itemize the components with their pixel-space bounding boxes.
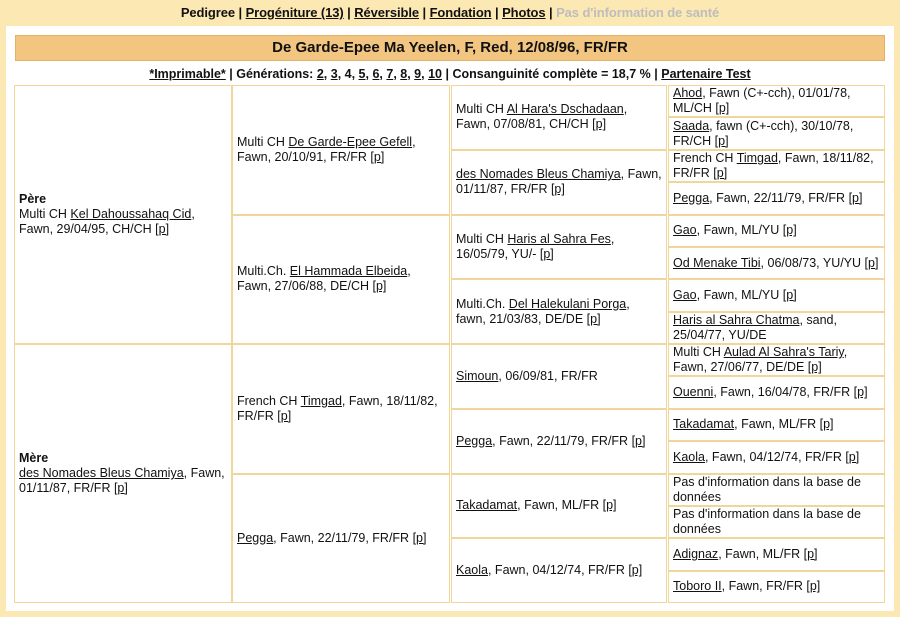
ancestor-cell-gen4 xyxy=(668,376,885,408)
ancestor-name-link[interactable]: Pegga xyxy=(237,530,274,545)
ancestor-name-link[interactable]: Del Halekulani Porga xyxy=(508,296,627,311)
ancestor-cell-gen4 xyxy=(668,247,885,279)
pedigree-p-link[interactable]: [p] xyxy=(714,133,729,148)
ancestor-details: , Fawn, 07/08/81, CH/CH xyxy=(456,102,628,132)
pedigree-p-link[interactable]: [p] xyxy=(782,223,797,238)
nav-separator: | xyxy=(347,5,351,20)
ancestor-details: , Fawn, ML/YU xyxy=(696,223,783,238)
ancestor-cell-gen4 xyxy=(668,279,885,311)
parent-label: Mère xyxy=(19,451,49,465)
ancestor-cell-gen2 xyxy=(232,215,450,345)
ancestor-details: , Fawn, 22/11/79, FR/FR xyxy=(273,530,413,545)
ancestor-details: , 06/09/81, FR/FR xyxy=(498,368,598,383)
pedigree-p-link[interactable]: [p] xyxy=(713,165,728,180)
ancestor-details: , Fawn, 22/11/79, FR/FR xyxy=(709,190,849,205)
ancestor-details: , Fawn, 01/11/87, FR/FR xyxy=(19,466,225,495)
nav-reversible-link[interactable]: Réversible xyxy=(354,5,419,20)
consanguinity-value: Consanguinité complète = 18,7 % xyxy=(452,67,651,81)
pedigree-p-link[interactable]: [p] xyxy=(539,246,554,261)
no-info-text: Pas d'information dans la base de données xyxy=(673,474,861,504)
ancestor-cell-gen3 xyxy=(451,279,667,344)
ancestor-name-link[interactable]: Gao xyxy=(673,223,697,238)
ancestor-cell-gen4 xyxy=(668,344,885,376)
ancestor-title: Multi CH xyxy=(237,134,289,149)
nav-separator: | xyxy=(422,5,427,20)
ancestor-cell-gen2 xyxy=(232,474,450,604)
ancestor-cell-gen3 xyxy=(451,538,667,603)
generation-link-2[interactable]: 2 xyxy=(316,67,324,81)
ancestor-title: Multi CH xyxy=(19,207,71,221)
ancestor-details: , Fawn, 29/04/95, CH/CH xyxy=(19,207,195,236)
ancestor-details: , Fawn, 01/11/87, FR/FR xyxy=(456,167,662,197)
ancestor-details: , Fawn, ML/FR xyxy=(517,498,603,513)
ancestor-details: , Fawn, 22/11/79, FR/FR xyxy=(492,433,632,448)
generation-link-7[interactable]: 7 xyxy=(386,67,394,81)
ancestor-name-link[interactable]: Toboro II xyxy=(673,579,722,594)
ancestor-details: , Fawn (C+-cch), 01/01/78, ML/CH xyxy=(673,86,851,116)
ancestor-cell-gen2 xyxy=(232,344,450,474)
ancestor-cell-gen4 xyxy=(668,117,885,149)
ancestor-name-link[interactable]: Haris al Sahra Chatma xyxy=(673,312,800,327)
ancestor-details: , Fawn, ML/FR xyxy=(718,546,804,561)
ancestor-details: , fawn (C+-cch), 30/10/78, FR/CH xyxy=(673,118,854,148)
nav-separator: | xyxy=(495,5,499,20)
pedigree-p-link[interactable]: [p] xyxy=(113,481,128,495)
pedigree-p-link[interactable]: [p] xyxy=(586,311,601,326)
top-navigation xyxy=(0,0,900,26)
ancestor-name-link[interactable]: Ouenni xyxy=(673,385,714,400)
separator: | xyxy=(654,67,658,81)
pedigree-p-link[interactable]: [p] xyxy=(592,117,607,132)
ancestor-title: French CH xyxy=(237,393,301,408)
generation-link-3[interactable]: 3 xyxy=(330,67,338,81)
no-info-text: Pas d'information dans la base de données xyxy=(673,507,861,537)
generation-link-5[interactable]: 5 xyxy=(358,67,366,81)
nav-fondation-link[interactable]: Fondation xyxy=(429,5,492,20)
ancestor-details: , Fawn, FR/FR xyxy=(721,579,807,594)
ancestor-name-link[interactable]: Al Hara's Dschadaan xyxy=(506,102,624,117)
ancestor-cell-gen4 xyxy=(668,182,885,214)
ancestor-name-link[interactable]: Haris al Sahra Fes xyxy=(507,231,611,246)
ancestor-cell-gen4 xyxy=(668,571,885,603)
ancestor-details: , Fawn, 27/06/88, DE/CH xyxy=(237,264,411,294)
ancestor-details: , Fawn, ML/FR xyxy=(734,417,820,432)
pedigree-panel xyxy=(6,26,894,611)
ancestor-name-link[interactable]: Gao xyxy=(673,287,697,302)
ancestor-title: Multi.Ch. xyxy=(456,296,509,311)
generation-link-9[interactable]: 9 xyxy=(414,67,422,81)
nav-pedigree-link[interactable]: Pedigree xyxy=(180,5,235,20)
nav-progeniture-link[interactable]: Progéniture (13) xyxy=(245,5,344,20)
ancestor-details: , 16/05/79, YU/- xyxy=(456,231,615,261)
pedigree-p-link[interactable]: [p] xyxy=(782,287,797,302)
ancestor-name-link[interactable]: De Garde-Epee Gefell xyxy=(288,134,413,149)
pedigree-p-link[interactable]: [p] xyxy=(807,360,822,375)
nav-separator: | xyxy=(238,5,243,20)
ancestor-details: , Fawn, 18/11/82, FR/FR xyxy=(673,150,874,180)
dam-cell xyxy=(14,344,232,603)
ancestor-title: Multi CH xyxy=(456,231,508,246)
ancestor-details: , Fawn, ML/YU xyxy=(696,287,783,302)
ancestor-name-link[interactable]: Ahod xyxy=(673,86,703,101)
ancestor-details: , Fawn, 18/11/82, FR/FR xyxy=(237,393,438,423)
ancestor-title: Multi CH xyxy=(673,345,724,360)
ancestor-cell-gen4 xyxy=(668,474,885,506)
ancestor-name-link[interactable]: Timgad xyxy=(736,150,778,165)
pedigree-p-link[interactable]: [p] xyxy=(412,530,427,545)
generation-current-4: 4 xyxy=(344,67,352,81)
ancestor-details: , fawn, 21/03/83, DE/DE xyxy=(456,296,630,326)
ancestor-name-link[interactable]: El Hammada Elbeida xyxy=(289,264,408,279)
generation-link-10[interactable]: 10 xyxy=(428,67,442,81)
ancestor-cell-gen3 xyxy=(451,85,667,150)
pedigree-p-link[interactable]: [p] xyxy=(819,417,834,432)
ancestor-cell-gen3 xyxy=(451,215,667,280)
separator: | xyxy=(445,67,449,81)
ancestor-cell-gen4 xyxy=(668,506,885,538)
ancestor-cell-gen4 xyxy=(668,538,885,570)
ancestor-details: , Fawn, 04/12/74, FR/FR xyxy=(487,563,629,578)
pedigree-p-link[interactable]: [p] xyxy=(845,449,860,464)
ancestor-name-link[interactable]: Kaola xyxy=(673,449,705,464)
ancestor-details: , 06/08/73, YU/YU xyxy=(760,255,865,270)
ancestor-cell-gen4 xyxy=(668,85,885,117)
nav-sante-disabled: Pas d'information de santé xyxy=(556,5,720,20)
ancestor-name-link[interactable]: Pegga xyxy=(673,190,710,205)
ancestor-cell-gen4 xyxy=(668,441,885,473)
ancestor-name-link[interactable]: Simoun xyxy=(456,368,499,383)
pedigree-p-link[interactable]: [p] xyxy=(372,279,387,294)
pedigree-p-link[interactable]: [p] xyxy=(370,149,385,164)
ancestor-name-link[interactable]: Adignaz xyxy=(673,546,719,561)
generation-link-6[interactable]: 6 xyxy=(372,67,380,81)
ancestor-details: , Fawn, 27/06/77, DE/DE xyxy=(673,345,848,375)
pedigree-p-link[interactable]: [p] xyxy=(628,563,643,578)
sire-cell xyxy=(14,85,232,344)
pedigree-p-link[interactable]: [p] xyxy=(853,385,868,400)
ancestor-cell-gen3 xyxy=(451,474,667,539)
printable-link[interactable]: *Imprimable* xyxy=(149,67,226,81)
ancestor-cell-gen3 xyxy=(451,344,667,409)
ancestor-name-link[interactable]: Takadamat xyxy=(673,417,735,432)
ancestor-name-link[interactable]: Kel Dahoussahaq Cid xyxy=(70,207,192,221)
ancestor-cell-gen2 xyxy=(232,85,450,215)
ancestor-title: French CH xyxy=(673,150,737,165)
pedigree-p-link[interactable]: [p] xyxy=(155,222,170,236)
ancestor-cell-gen4 xyxy=(668,215,885,247)
ancestor-name-link[interactable]: Pegga xyxy=(456,433,493,448)
options-row: *Imprimable* | Générations: 2, 3, 4, 5, 6, 7, 8, 9, 10 | Consanguinité complète = 18,7 % | Partenaire Test xyxy=(149,67,751,81)
generations-label: Générations: xyxy=(236,67,314,81)
pedigree-p-link[interactable]: [p] xyxy=(715,101,730,116)
ancestor-name-link[interactable]: Timgad xyxy=(300,393,342,408)
pedigree-p-link[interactable]: [p] xyxy=(803,546,818,561)
ancestor-name-link[interactable]: des Nomades Bleus Chamiya xyxy=(456,167,621,182)
ancestor-cell-gen4 xyxy=(668,409,885,441)
ancestor-cell-gen3 xyxy=(451,150,667,215)
page-title: De Garde-Epee Ma Yeelen, F, Red, 12/08/96, FR/FR xyxy=(15,35,885,61)
separator: | xyxy=(229,67,233,81)
pedigree-p-link[interactable]: [p] xyxy=(550,182,565,197)
ancestor-name-link[interactable]: Saada xyxy=(673,118,710,133)
ancestor-title: Multi.Ch. xyxy=(237,264,290,279)
parent-label: Père xyxy=(19,192,47,206)
pedigree-p-link[interactable]: [p] xyxy=(848,190,863,205)
pedigree-p-link[interactable]: [p] xyxy=(806,579,821,594)
ancestor-name-link[interactable]: Kaola xyxy=(456,563,488,578)
ancestor-details: , Fawn, 04/12/74, FR/FR xyxy=(704,449,846,464)
ancestor-name-link[interactable]: Od Menake Tibi xyxy=(673,255,761,270)
pedigree-p-link[interactable]: [p] xyxy=(631,433,646,448)
pedigree-p-link[interactable]: [p] xyxy=(277,408,292,423)
pedigree-p-link[interactable]: [p] xyxy=(864,255,879,270)
ancestor-name-link[interactable]: Aulad Al Sahra's Tariy xyxy=(723,345,844,360)
ancestor-details: , sand, 25/04/77, YU/DE xyxy=(673,312,837,342)
nav-photos-link[interactable]: Photos xyxy=(502,5,546,20)
ancestor-details: , Fawn, 20/10/91, FR/FR xyxy=(237,134,416,164)
nav-separator: | xyxy=(549,5,553,20)
ancestor-name-link[interactable]: Takadamat xyxy=(456,498,518,513)
ancestor-cell-gen4 xyxy=(668,150,885,182)
ancestor-cell-gen4 xyxy=(668,312,885,344)
ancestor-cell-gen3 xyxy=(451,409,667,474)
pedigree-p-link[interactable]: [p] xyxy=(602,498,617,513)
ancestor-title: Multi CH xyxy=(456,102,507,117)
partenaire-test-link[interactable]: Partenaire Test xyxy=(661,67,751,81)
generation-link-8[interactable]: 8 xyxy=(400,67,408,81)
ancestor-name-link[interactable]: des Nomades Bleus Chamiya xyxy=(19,466,184,480)
ancestor-details: , Fawn, 16/04/78, FR/FR xyxy=(713,385,854,400)
